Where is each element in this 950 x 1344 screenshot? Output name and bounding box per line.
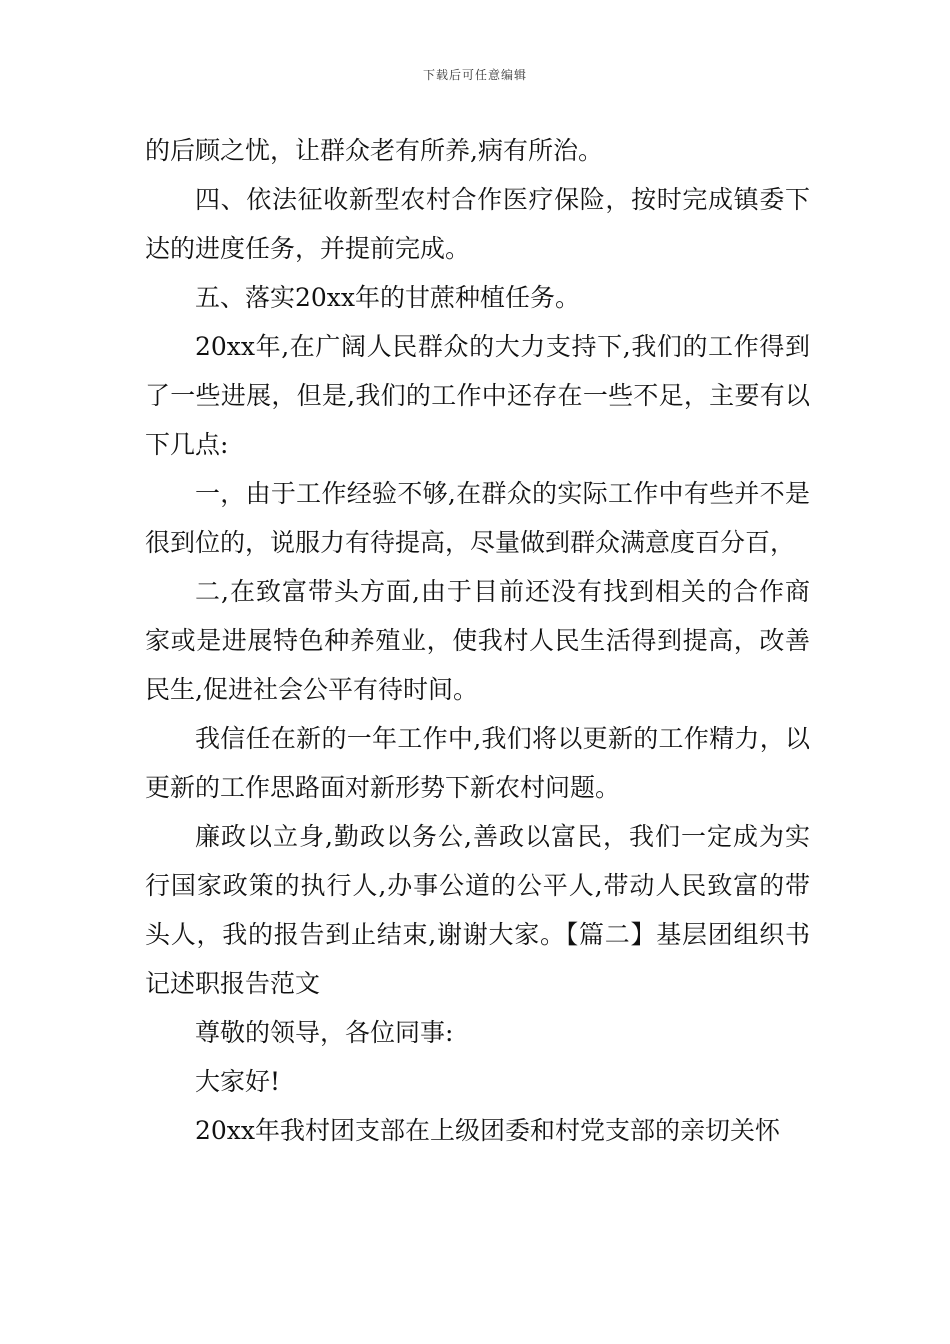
paragraph-shortcoming-one: 一，由于工作经验不够,在群众的实际工作中有些并不是很到位的，说服力有待提高，尽量做到群众满意度百分百， <box>145 479 810 557</box>
paragraph-closing: 廉政以立身,勤政以务公,善政以富民，我们一定成为实行国家政策的执行人,办事公道的公平人,带动人民致富的带头人，我的报告到止结束,谢谢大家。【篇二】基层团组织书记述职报告范文 <box>145 822 810 998</box>
paragraph-item-five: 五、落实20xx年的甘蔗种植任务。 <box>195 283 581 312</box>
paragraph-shortcoming-two: 二,在致富带头方面,由于目前还没有找到相关的合作商家或是进展特色种养殖业，使我村人民生活得到提高，改善民生,促进社会公平有待时间。 <box>145 577 810 704</box>
paragraph-outlook: 我信任在新的一年工作中,我们将以更新的工作精力，以更新的工作思路面对新形势下新农村问题。 <box>145 724 810 802</box>
paragraph-opening: 20xx年我村团支部在上级团委和村党支部的亲切关怀 <box>195 1116 781 1145</box>
document-body <box>145 126 810 1155</box>
paragraph-progress: 20xx年,在广阔人民群众的大力支持下,我们的工作得到了一些进展，但是,我们的工作中还存在一些不足，主要有以下几点: <box>145 332 810 459</box>
paragraph-item-four: 四、依法征收新型农村合作医疗保险，按时完成镇委下达的进度任务，并提前完成。 <box>145 185 810 263</box>
paragraph-continuation: 的后顾之忧，让群众老有所养,病有所治。 <box>145 136 603 165</box>
paragraph-greeting: 大家好! <box>195 1067 281 1096</box>
paragraph-salutation: 尊敬的领导，各位同事: <box>195 1018 454 1047</box>
header-note: 下载后可任意编辑 <box>422 68 527 82</box>
